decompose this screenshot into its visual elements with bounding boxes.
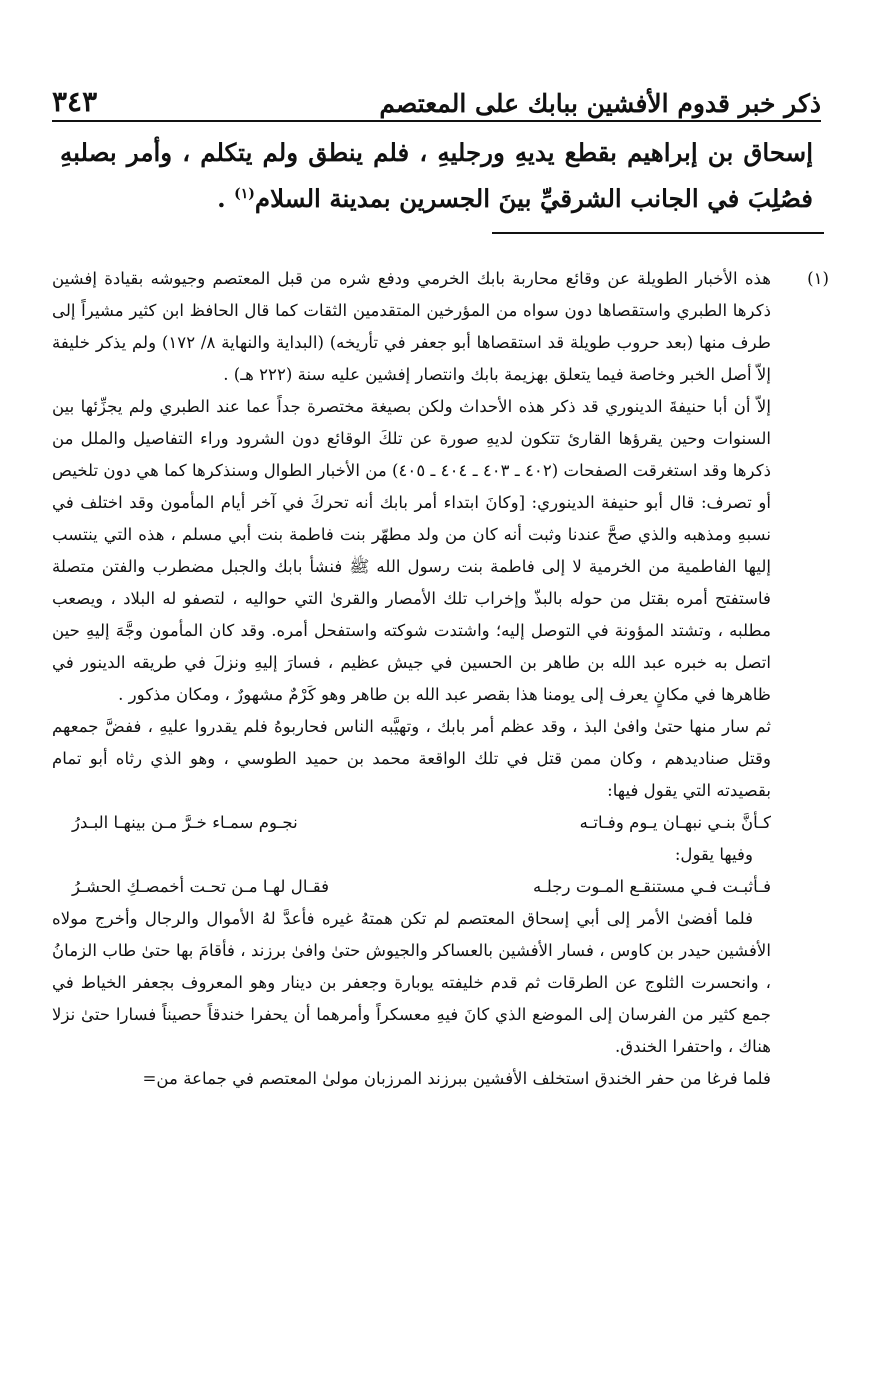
footnote-paragraph-5: فلما فرغا من حفر الخندق استخلف الأفشين ببرزند المرزبان مولىٰ المعتصم في جماعة من= <box>142 1069 771 1088</box>
main-text <box>60 130 813 222</box>
verse-2-first-hemistich: فـأثبـت فـي مستنقـع المـوت رجلـه <box>533 877 771 896</box>
footnote-reference[interactable]: (١) <box>234 185 255 202</box>
verse-line-2 <box>52 871 771 903</box>
footnote-paragraph-2: إلاّ أن أبا حنيفةَ الدينوري قد ذكر هذه الأحداث ولكن بصيغة مختصرة جداً عما عند الطبري ولم يجزِّئها بين السنوات وحين يقرؤها القارئ تتكون لديهِ صورة عن تلكَ الوقائع دون الشرود وراء التفاصيل والملل من ذكرها وقد استغرقت الصفحات (٤٠٢ ـ ٤٠٣ ـ ٤٠٤ ـ ٤٠٥) من الأخبار الطوال وسنذكرها كما هي دون تلخيص أو تصرف: قال أبو حنيفة الدينوري: [وكانَ ابتداء أمر بابك أنه تحركَ في آخر أيام المأمون وقد اختلف في نسبهِ ومذهبه والذي صحَّ عندنا وثبت أنه كان من ولد مطهّر بنت فاطمة بنت أبي مسلم ، هذه التي ينتسب إليها الفاطمية من الخرمية لا إلى فاطمة بنت رسول الله ﷺ فنشأ بابك والجبل مضطرب والفتن متصلة فاستفتح أمره بقتل من حوله بالبذّ وإخراب تلك الأمصار والقرىٰ التي حواليه ، لتصفو له البلاد ، ويصعب مطلبه ، وتشتد المؤونة في التوصل إليه؛ واشتدت شوكته واستفحل أمره. وقد كان المأمون وجَّهَ إليهِ حين اتصل به خبره عبد الله بن طاهر بن الحسين في جيش عظيم ، فسارَ إليهِ ونزلَ في طريقه الدينور في ظاهرها في مكانٍ يعرف إلى يومنا هذا بقصر عبد الله بن طاهر وهو كَرْمٌ مشهورٌ ، ومكان مذكور . <box>52 397 771 704</box>
running-header <box>52 64 821 116</box>
verse-line-1 <box>52 807 771 839</box>
footnote-paragraph-4: فلما أفضىٰ الأمر إلى أبي إسحاق المعتصم لم تكن همتهُ غيره فأعدَّ لهُ الأموال والرجال وأخرج مولاه الأفشين حيدر بن كاوس ، فسار الأفشين بالعساكر والجيوش حتىٰ وافىٰ برزند ، فأقامَ بها حتىٰ طاب الزمانُ ، وانحسرت الثلوج عن الطرقات ثم قدم خليفته يوبارة وجعفر بن دينار وهو المعروف بجعفر الخياط في جمع كثير من الفرسان إلى الموضع الذي كانَ فيهِ معسكراً وأمرهما أن يحفرا خندقاً حصيناً فسارا حتىٰ نزلا هناك ، واحتفرا الخندق. <box>52 909 771 1056</box>
header-rule <box>52 120 821 122</box>
page-number: ٣٤٣ <box>52 85 98 118</box>
verse-1-second-hemistich: نجـوم سمـاء خـرَّ مـن بينهـا البـدرُ <box>72 813 298 832</box>
header-title: ذكر خبر قدوم الأفشين ببابك على المعتصم <box>379 89 821 118</box>
main-paragraph-text: إسحاق بن إبراهيم بقطع يديهِ ورجليهِ ، فلم ينطق ولم يتكلم ، وأمر بصلبهِ فصُلِبَ في الجانب الشرقيِّ بينَ الجسرين بمدينة السلام <box>60 138 813 213</box>
footnotes <box>52 263 829 1095</box>
footnote-paragraph-1: هذه الأخبار الطويلة عن وقائع محاربة بابك الخرمي ودفع شره من قبل المعتصم وجيوشه بقيادة إفشين ذكرها الطبري واستقصاها دون سواه من المؤرخين المتقدمين الثقات كما قال الحافظ ابن كثير مشيراً إلى طرف منها (بعد حروب طويلة قد استقصاها أبو جعفر في تأريخه) (البداية والنهاية ٨/ ١٧٢) ولم يذكر خليفة إلاّ أصل الخبر وخاصة فيما يتعلق بهزيمة بابك وانتصار إفشين عليه سنة (٢٢٢ هـ) . <box>52 269 771 384</box>
footnote-separator <box>492 232 824 234</box>
footnote-paragraph-3: ثم سار منها حتىٰ وافىٰ البذ ، وقد عظم أمر بابك ، وتهيَّبه الناس فحاربوهُ فلم يقدروا عليهِ ، ففضَّ جمعهم وقتل صناديدهم ، وكان ممن قتل في تلك الواقعة محمد بن حميد الطوسي ، وهو الذي رثاه أبو تمام بقصيدته التي يقول فيها: <box>52 717 771 800</box>
verse-1-first-hemistich: كـأنَّ بنـي نبهـان يـوم وفـاتـه <box>579 813 771 832</box>
verse-2-second-hemistich: فقـال لهـا مـن تحـت أخمصـكِ الحشـرُ <box>72 877 330 896</box>
main-paragraph <box>60 130 813 222</box>
main-paragraph-end: . <box>217 184 235 213</box>
footnote-1 <box>52 263 829 1095</box>
verse-intro: وفيها يقول: <box>674 845 753 864</box>
footnote-marker: (١) <box>807 269 829 288</box>
